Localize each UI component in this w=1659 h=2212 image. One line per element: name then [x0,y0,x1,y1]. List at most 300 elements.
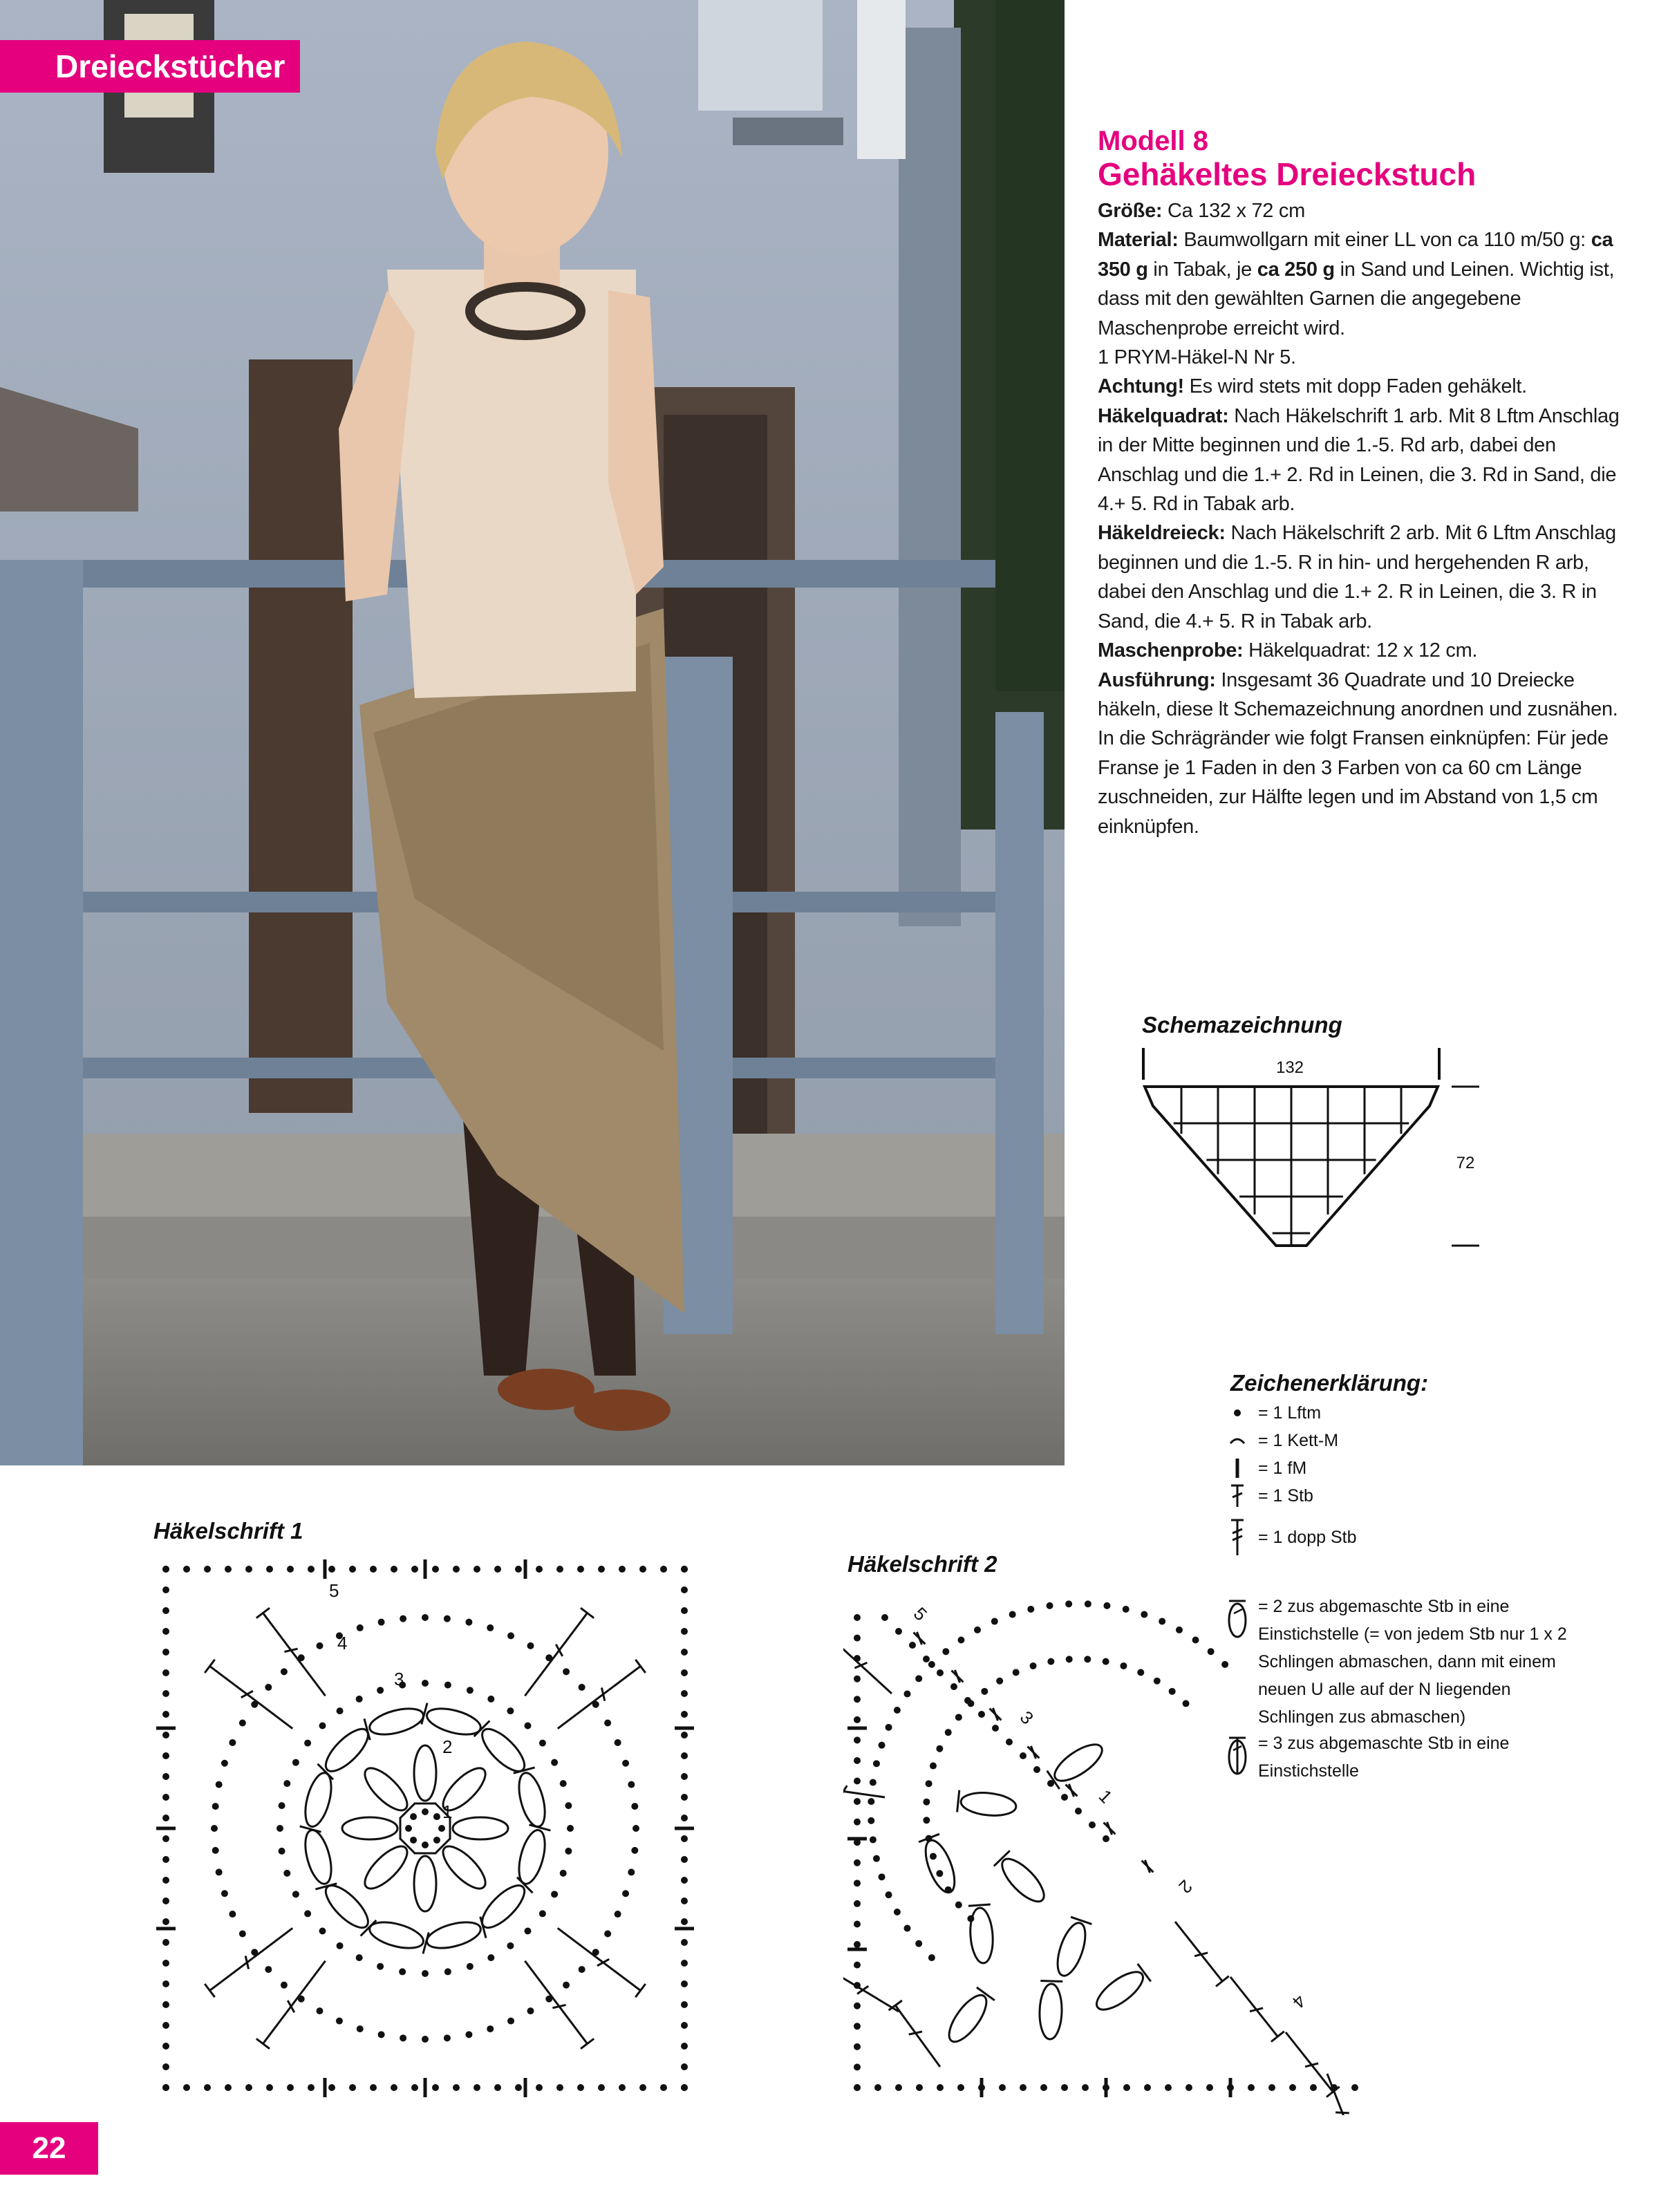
chart1-corner-stitch [209,1666,292,1728]
chart2-round4-dot [879,1742,885,1749]
chart1-round3-dot [283,1870,290,1877]
chart1-round-2: 2 [442,1736,453,1757]
schema-grid [1145,1087,1438,1246]
chart1-round4-dot [507,1632,514,1639]
chart1-chain-dot [287,2084,294,2091]
chart1-cluster-inner [414,1856,436,1911]
chart1-round3-dot [337,1942,344,1949]
chart2-round4-dot [885,1891,892,1898]
chart1-round4-dot [527,2007,534,2014]
chart2-round3-dot [1169,1688,1176,1695]
chart1-chain-dot [515,1566,522,1573]
chart2-round4-dot [1103,1602,1110,1609]
chart2-round3-dot [926,1780,932,1787]
chart2-chain-dot [854,2023,861,2030]
text-material-2: ca 350 g [1098,229,1613,281]
chart2-marks [843,1600,1362,2115]
chart2-chain-dot [957,2084,964,2091]
chart2-chain-dot [854,1676,861,1683]
chart1-chain-dot [162,2001,169,2008]
chart1-round3-dot [292,1891,299,1897]
chart1-chain-dot [681,1752,688,1759]
chart1-round4-dot [604,1720,611,1727]
chart1-round4-dot [527,1642,534,1649]
chart1-chain-dot [162,2084,169,2091]
chart1-chain-dot [681,1711,688,1718]
chart2-round3-dot [955,1902,962,1909]
chart2-cluster-top [957,1790,959,1812]
chart1-chain-dot [536,2084,543,2091]
chart2-round3-dot [936,1745,943,1752]
slip-stitch-icon [1224,1427,1251,1454]
text-triangle: Nach Häkelschrift 2 arb. Mit 6 Lftm Anschlag beginnen und die 1.-5. R in hin- und hergehenden R arb, dabei den Anschlag und die 1.+ 2. R in Leinen, die 3. R in Sand, die 4.+ 5. R in Tabak arb. [1098,522,1616,632]
chart2-round4-dot [870,1779,877,1786]
para-gauge [1098,636,1637,665]
chart2-round3-dot [923,1799,930,1806]
chart1-round3-dot [567,1825,574,1832]
chart2-round3-dot [945,1729,952,1736]
chart2-round3-dot [923,1817,930,1824]
chart1-chain-dot [681,1607,688,1614]
chart2-diag-tick-bar [1145,1860,1150,1873]
text-hook: 1 PRYM-Häkel-N Nr 5. [1098,346,1296,369]
chart1-round4-dot [465,1619,472,1626]
chart2-cluster-top [968,1904,991,1906]
para-material [1098,225,1637,343]
chart1-round4-dot [628,1781,635,1788]
chart1-round4-dot [615,1739,621,1746]
chart1-round4-dot [622,1890,629,1897]
chart1-round4-dot [357,1624,364,1631]
chart1-round3-dot [276,1825,283,1832]
chart2-diag-dot [1061,1794,1068,1801]
chart1-chain-dot [681,1815,688,1821]
chart1-round3-dot [319,1723,326,1730]
chart1-chain-dot [162,1897,169,1904]
chart1-chain-dot [681,1939,688,1946]
chart1-round4-dot [317,1642,324,1649]
chart1-round3-dot [560,1780,567,1787]
chart1-round3-dot [292,1759,299,1766]
chart1-round3-dot [337,1707,344,1714]
chart1-chain-dot [162,1856,169,1863]
legend-item-lftm: = 1 Lftm [1258,1403,1322,1423]
label-square: Häkelquadrat: [1098,404,1229,427]
label-attention: Achtung! [1098,375,1184,398]
chart1-chain-dot [162,1877,169,1884]
chart1-round4-dot [628,1868,635,1875]
chart2-round4-dot [991,1618,998,1625]
legend-item-fm: = 1 fM [1258,1459,1307,1478]
chart2-round3-dot [1013,1669,1020,1676]
chart2-diag-dot [1075,1808,1082,1815]
chart2-diag-dot [992,1725,999,1732]
chart2-round4-dot [1065,1600,1072,1607]
chart1-chain-dot [162,1566,169,1573]
chart1-corner-stitch-top [256,2038,270,2048]
chart1-marks [156,1559,694,2097]
schema-height-label: 72 [1456,1154,1475,1172]
chart1-round4-dot [444,2034,451,2041]
chart1-round4-dot [579,1966,585,1973]
chart1-corner-stitch [525,1613,587,1696]
chart1-round4-dot [631,1803,638,1810]
chart2-chain-dot [854,1716,861,1723]
chart1-center-dot [422,1841,429,1848]
chart2-chain-dot [854,2043,861,2050]
chart2-outer-stitch [1175,1922,1222,1981]
chart2-round3-dot [930,1763,937,1770]
chart1-chain-dot [494,2084,501,2091]
chart1-round3-dot [422,1680,429,1687]
chart2-diag-dot [1103,1835,1109,1842]
chart1-chain-dot [183,2084,190,2091]
chart1-chain-dot [162,1835,169,1842]
chart1-chain-dot [162,2063,169,2070]
chart2-cluster [996,1853,1051,1908]
chart1-round3-dot [444,1968,451,1975]
chart2-round4-dot [942,1648,949,1655]
chart1-chain-dot [287,1566,294,1573]
chart2-round4-dot [915,1940,922,1947]
chart1-chain-dot [370,2084,377,2091]
chart1-cluster-inner [414,1745,436,1801]
chart2-chain-dot [854,1819,861,1826]
chart2-outer-stitch [895,2005,940,2067]
chart2-chain-dot [854,1859,861,1866]
chart1-chain-dot [681,2043,688,2050]
chart2-outer-stitch [843,1786,885,1797]
chart2-round4-dot [1159,1618,1165,1625]
para-hook [1098,343,1637,372]
chart1-chain-dot [681,1649,688,1656]
chart1-chain-dot [556,2084,563,2091]
chart1-center-dot [422,1808,429,1815]
chart2-outer-stitch-bar [854,1662,867,1668]
chart1-center-dot [410,1837,417,1844]
chart2-diag-tick-bar [955,1670,959,1683]
chart2-chain-dot [854,1962,861,1969]
chart2-row-2: 2 [1174,1875,1197,1898]
chart1-round3-dot [560,1870,567,1877]
chart1-chain-dot [639,2084,646,2091]
chart1-chain-dot [162,1980,169,1987]
chart1-chain-dot [162,1918,169,1925]
chart2-chain-dot [1040,2084,1047,2091]
chart1-chain-dot [681,1835,688,1842]
chart1-chain-dot [204,1566,211,1573]
chart1-chain-dot [162,1690,169,1697]
chart2-round3-dot [1154,1678,1161,1685]
chart1-chain-dot [245,1566,252,1573]
chart1-cluster-outer [514,1828,550,1887]
chart1-round3-dot [467,1687,474,1694]
chart1-chain-dot [681,1897,688,1904]
chart2-round3-dot [981,1688,988,1695]
label-triangle: Häkeldreieck: [1098,522,1226,545]
chart1-chain-dot [598,1566,605,1573]
chart1-corner-stitch [263,1961,325,2044]
chart1-chain-dot [391,1566,397,1573]
para-finishing [1098,666,1637,841]
chart1-center-dot [433,1837,440,1844]
chart1-round3-dot [551,1759,558,1766]
chart2-chain-dot [1206,2084,1213,2091]
chart2-cluster [1049,1738,1107,1788]
chart1-round-1: 1 [442,1801,453,1822]
chart2-outer-stitch [1230,1977,1277,2036]
para-square [1098,402,1637,519]
chart2-chain-dot [1123,2084,1130,2091]
chart1-round3-dot [304,1740,311,1747]
chart1-round4-dot [507,2018,514,2025]
chart1-round4-dot [357,2025,364,2032]
chart1-chain-dot [204,2084,211,2091]
chart1-round-4: 4 [337,1633,348,1653]
chart1-cluster-outer [514,1770,550,1830]
chart1-chain-dot [681,2063,688,2070]
text-finishing: Insgesamt 36 Quadrate und 10 Dreiecke häkeln, diese lt Schemazeichnung anordnen und zusnähen. In die Schrägränder wie folgt Fransen einknüpfen: Für jede Franse je 1 Faden in den 3 Farben von ca 60 cm Länge zuschneiden, zur Hälfte legen und im Abstand von 1,5 cm einknüpfen. [1098,668,1618,838]
chart1-round4-dot [631,1847,638,1854]
chart2-round4-dot [957,1637,964,1644]
chart2-round4-dot [894,1707,901,1714]
chart1-chain-dot [162,1711,169,1718]
chart1-round-5: 5 [329,1580,339,1601]
chart1-chain-dot [681,1918,688,1925]
chart1-chain-dot [681,1690,688,1697]
chart1-chain-dot [162,1586,169,1593]
section-tag: Dreieckstücher [0,40,300,93]
chart2-diag-dot [895,1628,902,1635]
chart2-round4-dot [928,1661,935,1668]
chart1-cluster-outer [367,1704,427,1740]
chart2-row-5: 5 [909,1603,932,1625]
chart1-heading: Häkelschrift 1 [153,1518,303,1544]
chart1-corner-stitch-top [581,1608,594,1618]
chart1-chain-dot [681,1960,688,1967]
chart1-round3-dot [356,1696,363,1703]
chart1-cluster-outer [424,1704,484,1740]
chart1-chain-dot [639,1566,646,1573]
crochet-chart-triangle [843,1590,1396,2115]
chart1-chain-dot [681,1628,688,1635]
chart1-chain-dot [245,2084,252,2091]
chart2-diag-dot [950,1683,957,1690]
chart1-chain-dot [411,1566,418,1573]
treble-crochet-icon [1224,1517,1251,1558]
chart1-chain-dot [453,1566,460,1573]
chart1-round3-dot [507,1707,514,1714]
chart1-chain-dot [183,1566,190,1573]
chart1-round4-dot [579,1684,585,1691]
chart1-round4-dot [216,1868,223,1875]
chart2-outer-stitch-bar [1335,2112,1349,2113]
chart2-chain-dot [854,1778,861,1785]
chart1-cluster-outer [301,1828,337,1887]
chart1-round4-dot [622,1760,629,1767]
para-triangle [1098,518,1637,636]
chart1-chain-dot [474,2084,480,2091]
chart1-round3-dot [507,1942,514,1949]
chart2-chain-dot [999,2084,1006,2091]
chart1-chain-dot [556,1566,563,1573]
text-size: Ca 132 x 72 cm [1162,200,1305,222]
chart2-chain-dot [1310,2084,1317,2091]
chart1-cluster-inner [437,1840,491,1895]
chart2-diag-dot [1006,1738,1013,1745]
chart1-chain-dot [328,1566,335,1573]
chart1-round4-dot [422,2036,429,2043]
chart2-chain-dot [854,2003,861,2009]
chart2-chain-dot [854,1635,861,1642]
chart1-corner-stitch-top [205,1984,214,1997]
chart1-chain-dot [681,1732,688,1738]
chart2-cluster [943,1989,993,2047]
chart2-diag-dot [923,1656,930,1662]
chart2-round4-dot [904,1690,911,1697]
chart1-round4-dot [632,1825,639,1832]
chart1-chain-dot [453,2084,460,2091]
chart1-chain-dot [681,1877,688,1884]
chart1-cluster-inner [342,1817,397,1839]
chart2-diag-tick-bar [1031,1746,1035,1759]
single-crochet-icon [1224,1454,1251,1482]
chart2-round3-dot [1103,1658,1109,1665]
chart1-chain-dot [619,2084,626,2091]
chart2-round3-dot [1120,1662,1127,1669]
chart1-chain-dot [536,1566,543,1573]
chart1-round4-dot [229,1739,236,1746]
chart1-chain-dot [681,2084,688,2091]
chart1-chain-dot [391,2084,397,2091]
chart1-round4-dot [239,1931,246,1938]
chart1-chain-dot [162,1732,169,1738]
chart1-round3-dot [524,1927,531,1934]
chart1-chain-dot [162,1752,169,1759]
legend-item-cluster3: = 3 zus abgemaschte Stb in eine Einstichstelle [1258,1734,1510,1781]
chart1-round3-dot [304,1910,311,1917]
legend-item-kettm: = 1 Kett-M [1258,1431,1339,1450]
chart2-round3-dot [1066,1656,1073,1662]
chart1-chain-dot [660,2084,667,2091]
chart2-round3-dot [936,1870,943,1877]
chart2-round4-dot [1208,1648,1215,1655]
chart1-chain-dot [162,1939,169,1946]
chart1-chain-dot [308,1566,315,1573]
chart2-round4-dot [894,1909,901,1915]
chart2-round3-dot [1137,1669,1144,1676]
chart1-chain-dot [681,1586,688,1593]
chart1-round3-dot [467,1963,474,1970]
chart2-chain-dot [854,1757,861,1764]
instruction-column [1098,126,1637,841]
chart1-corner-stitch-top [581,2038,594,2048]
schema-width-label: 132 [1275,1058,1304,1077]
chart1-corner-stitch-top [256,1608,270,1618]
dot-chain-icon [1224,1399,1251,1427]
chart1-chain-dot [225,2084,232,2091]
chart2-round3-dot [930,1853,937,1859]
chart2-chain-dot [1082,2084,1089,2091]
chart1-round3-dot [377,1963,384,1970]
chart2-chain-dot [854,1798,861,1805]
schema-heading: Schemazeichnung [1142,1012,1342,1038]
chart2-outer-stitch-bar [909,2032,922,2034]
chart1-chain-dot [681,1856,688,1863]
chart2-chain-dot [1289,2084,1296,2091]
chart2-chain-dot [854,1736,861,1743]
chart1-center-dot [410,1813,417,1820]
chart1-chain-dot [162,1960,169,1967]
chart1-chain-dot [577,2084,584,2091]
photo-illustration [0,0,1065,1465]
model-title: Gehäkeltes Dreieckstuch [1098,156,1477,192]
chart1-round4-dot [216,1781,223,1788]
text-attention: Es wird stets mit dopp Faden gehäkelt. [1183,375,1527,398]
chart2-diag-tick-bar [993,1708,997,1721]
chart1-chain-dot [411,2084,418,2091]
chart2-round4-dot [974,1627,981,1633]
chart2-row-3: 3 [1015,1707,1038,1729]
chart2-chain-dot [1268,2084,1275,2091]
chart1-chain-dot [162,1794,169,1801]
chart1-round3-dot [399,1968,406,1975]
chart1-chain-dot [681,1773,688,1780]
chart1-chain-dot [266,2084,273,2091]
chart2-chain-dot [1061,2084,1068,2091]
chart1-chain-dot [162,1607,169,1614]
chart2-round3-dot [996,1678,1003,1685]
chart1-round3-dot [539,1740,546,1747]
chart1-chain-dot [432,1566,439,1573]
chart2-outer-stitch [1327,2074,1355,2115]
chart2-outer-stitch-top [1216,1976,1229,1987]
chart1-round3-dot [487,1696,494,1703]
chart1-round3-dot [283,1780,290,1787]
chart2-chain-dot [937,2084,944,2091]
chart2-chain-dot [916,2084,923,2091]
chart1-corner-stitch [263,1613,325,1696]
chart1-chain-dot [308,2084,315,2091]
chart2-cluster-top [1040,1981,1062,1982]
chart2-chain-dot [854,2063,861,2070]
crochet-chart-square [152,1555,698,2108]
chart1-round3-dot [444,1682,451,1689]
legend-item-cluster2: = 2 zus abgemaschte Stb in eine Einstichstelle (= von jedem Stb nur 1 x 2 Schlingen abmaschen, dann mit einem neuen U alle auf der N liegenden Schlingen zus abmaschen) [1258,1597,1567,1727]
chart1-round3-dot [487,1954,494,1961]
chart1-chain-dot [681,1669,688,1676]
chart2-round4-dot [885,1724,892,1731]
chart2-round4-dot [904,1925,911,1932]
chart1-chain-dot [162,2022,169,2029]
chart1-chain-dot [681,1980,688,1987]
page-number: 22 [0,2122,98,2175]
chart2-round4-dot [879,1873,885,1880]
chart1-round4-dot [212,1803,219,1810]
chart1-round3-dot [565,1802,572,1809]
chart2-round3-dot [1084,1656,1091,1662]
chart2-round4-dot [1009,1611,1016,1618]
chart2-round4-dot [1141,1611,1147,1618]
chart2-round3-dot [955,1714,962,1721]
chart2-chain-dot [874,2084,881,2091]
double-crochet-icon [1224,1482,1251,1510]
chart2-outer-stitch-top [1271,2032,1284,2042]
text-material-3: in Tabak, je [1147,258,1257,281]
chart1-chain-dot [681,2022,688,2029]
schema-diagram [1134,1037,1507,1265]
chart2-chain-dot [854,1900,861,1907]
